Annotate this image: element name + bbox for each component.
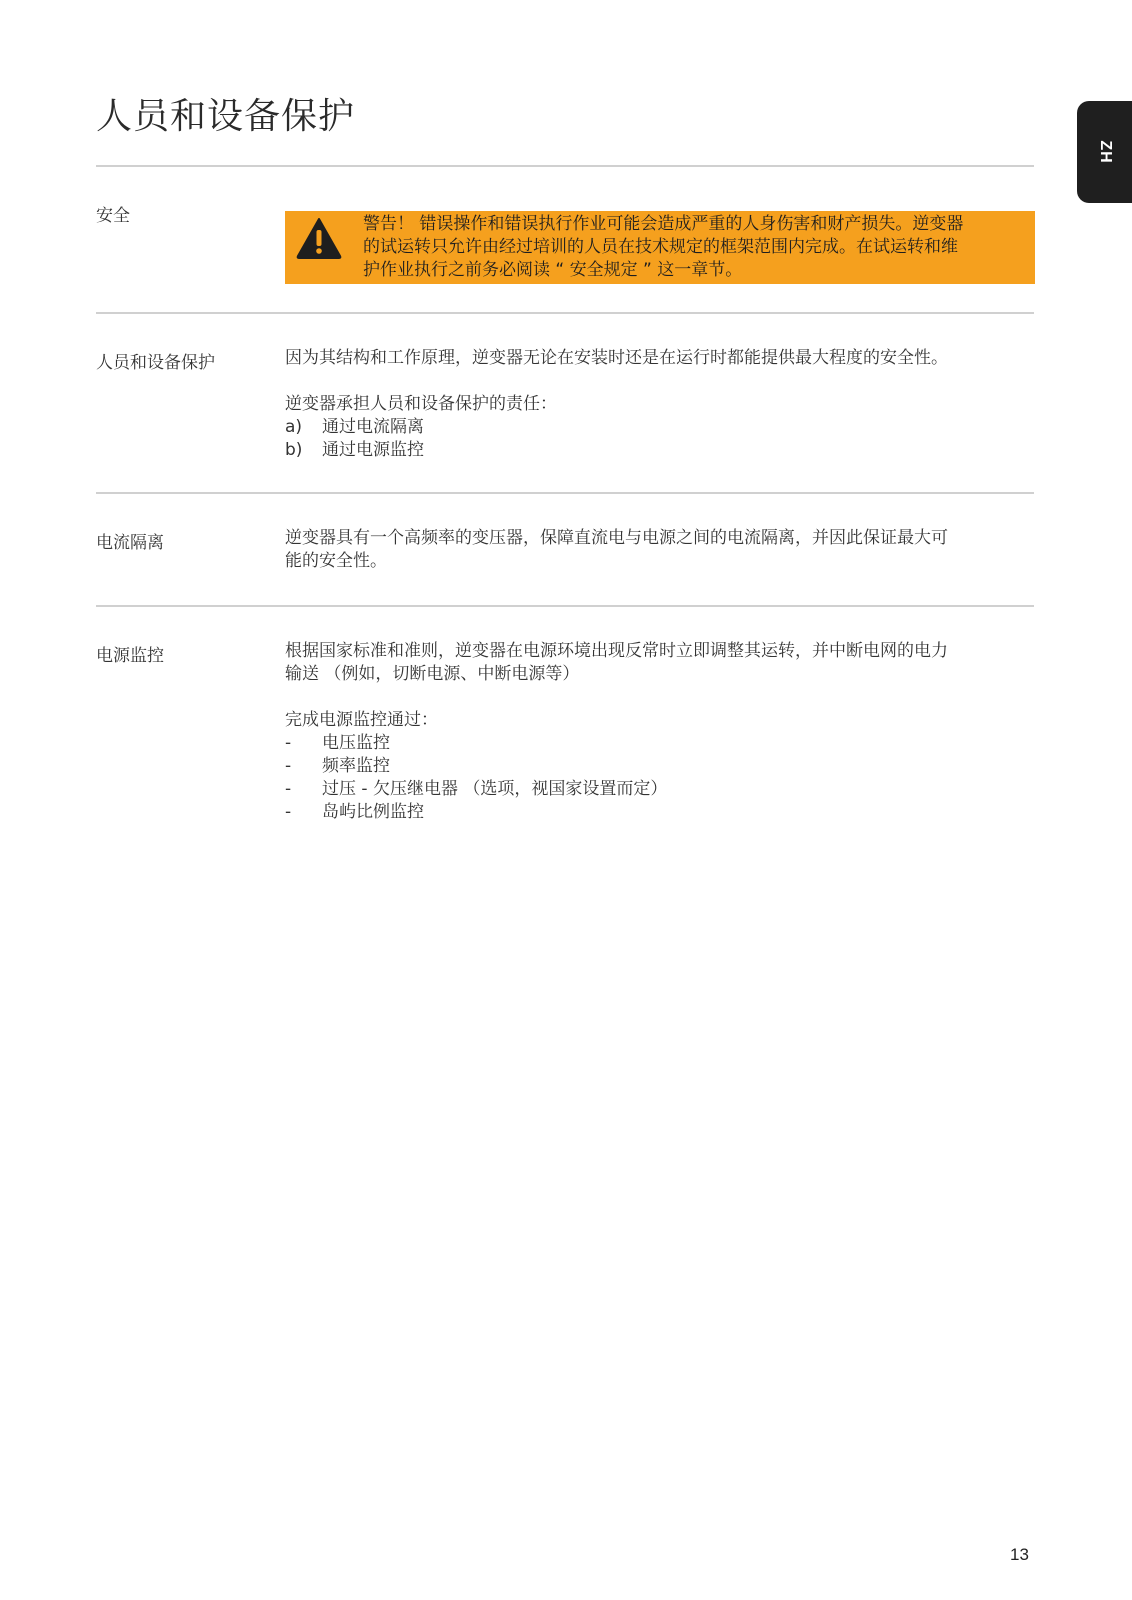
- paragraph: 完成电源监控通过：: [285, 710, 438, 730]
- list-item-text: 通过电流隔离: [322, 417, 424, 437]
- section-body-monitoring: [285, 640, 1035, 824]
- divider: [96, 605, 1034, 607]
- list-item: [285, 778, 1035, 801]
- warning-triangle-icon: [295, 216, 343, 260]
- language-tab: [1077, 101, 1132, 203]
- paragraph-line: 逆变器具有一个高频率的变压器，保障直流电与电源之间的电流隔离，并因此保证最大可: [285, 528, 948, 548]
- list-item: [285, 416, 1035, 439]
- paragraph: 逆变器承担人员和设备保护的责任：: [285, 394, 557, 414]
- warning-box: [285, 211, 1035, 284]
- language-tab-label: ZH: [1096, 140, 1114, 164]
- warning-line: 的试运转只允许由经过培训的人员在技术规定的框架范围内完成。在试运转和维: [363, 237, 958, 257]
- divider: [96, 312, 1034, 314]
- divider: [96, 492, 1034, 494]
- list-item-text: 岛屿比例监控: [322, 802, 424, 822]
- list-marker: a): [285, 417, 303, 437]
- list-item-text: 电压监控: [322, 733, 390, 753]
- paragraph-line: 能的安全性。: [285, 551, 387, 571]
- list-item: [285, 801, 1035, 824]
- warning-line: 护作业执行之前务必阅读 “ 安全规定 ” 这一章节。: [363, 260, 743, 280]
- list-item-text: 过压 - 欠压继电器 （选项，视国家设置而定）: [322, 779, 668, 799]
- warning-text: [363, 213, 1031, 282]
- list-marker: b): [285, 440, 303, 460]
- page-number: 13: [1010, 1545, 1029, 1564]
- section-label-protection: 人员和设备保护: [96, 353, 215, 373]
- list-marker: -: [285, 733, 292, 753]
- list-marker: -: [285, 802, 292, 822]
- list-marker: -: [285, 779, 292, 799]
- list-item: [285, 439, 1035, 462]
- section-body-protection: [285, 347, 1035, 462]
- page-title: 人员和设备保护: [96, 96, 356, 137]
- list-item: [285, 732, 1035, 755]
- list-item: [285, 755, 1035, 778]
- paragraph-line: 根据国家标准和准则，逆变器在电源环境出现反常时立即调整其运转，并中断电网的电力: [285, 641, 948, 661]
- list-item-text: 通过电源监控: [322, 440, 424, 460]
- warning-line: 警告！ 错误操作和错误执行作业可能会造成严重的人身伤害和财产损失。逆变器: [363, 214, 964, 234]
- divider: [96, 165, 1034, 167]
- list-marker: -: [285, 756, 292, 776]
- section-label-isolation: 电流隔离: [96, 533, 164, 553]
- paragraph-line: 输送 （例如，切断电源、中断电源等）: [285, 664, 580, 684]
- section-body-isolation: [285, 527, 1035, 573]
- section-label-monitoring: 电源监控: [96, 646, 164, 666]
- list-item-text: 频率监控: [322, 756, 390, 776]
- paragraph: 因为其结构和工作原理，逆变器无论在安装时还是在运行时都能提供最大程度的安全性。: [285, 348, 948, 368]
- section-label-safety: 安全: [96, 206, 130, 226]
